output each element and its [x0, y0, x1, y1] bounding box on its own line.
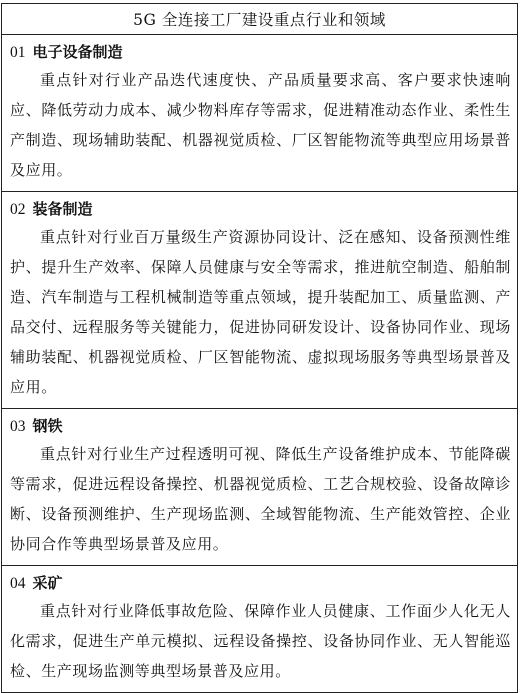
section-body: 重点针对行业降低事故危险、保障作业人员健康、工作面少人化无人化需求，促进生产单元模拟、远程设备操控、设备协同作业、无人智能巡检、生产现场监测等典型场景普及应用。: [10, 602, 511, 680]
section-title: 电子设备制造: [32, 43, 123, 61]
section-number: 02: [10, 201, 26, 218]
table-title: 5G 全连接工厂建设重点行业和领域: [2, 4, 517, 35]
section-body: 重点针对行业生产过程透明可视、降低生产设备维护成本、节能降碳等需求，促进远程设备操控、机器视觉质检、工艺合规校验、设备故障诊断、设备预测维护、生产现场监测、全域智能物流、生产能效管控、企业协同合作等典型场景普及应用。: [10, 445, 511, 553]
section-body: 重点针对行业百万量级生产资源协同设计、泛在感知、设备预测性维护、提升生产效率、保障人员健康与安全等需求，推进航空制造、船舶制造、汽车制造与工程机械制造等重点领域，提升装配加工、质量监测、产品交付、远程服务等关键能力，促进协同研发设计、设备协同作业、现场辅助装配、机器视觉质检、厂区智能物流、虚拟现场服务等典型场景普及应用。: [10, 228, 511, 396]
section-number: 04: [10, 575, 26, 592]
section-title: 钢铁: [32, 417, 63, 435]
section-mining: [2, 566, 517, 692]
section-title: 采矿: [32, 574, 63, 592]
section-body: 重点针对行业产品迭代速度快、产品质量要求高、客户要求快速响应、降低劳动力成本、减少物料库存等需求，促进精准动态作业、柔性生产制造、现场辅助装配、机器视觉质检、厂区智能物流等典型应用场景普及应用。: [10, 71, 511, 179]
section-header: [10, 196, 511, 222]
section-header: [10, 570, 511, 596]
industry-table: [1, 3, 518, 693]
section-equipment: [2, 192, 517, 409]
section-header: [10, 413, 511, 439]
section-number: 03: [10, 418, 26, 435]
section-title: 装备制造: [32, 200, 93, 218]
section-steel: [2, 409, 517, 566]
section-header: [10, 39, 511, 65]
section-number: 01: [10, 44, 26, 61]
section-electronics: [2, 35, 517, 192]
